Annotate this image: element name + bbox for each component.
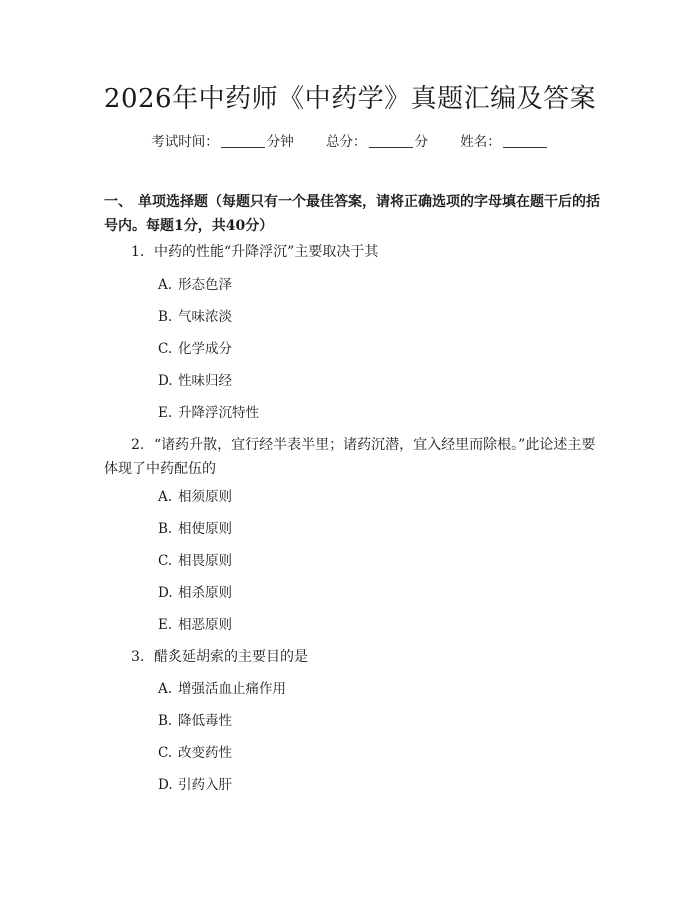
option-letter: C. <box>158 745 173 761</box>
option-letter: D. <box>158 777 173 793</box>
question-2-option-e[interactable] <box>158 615 232 635</box>
exam-time-unit: 分钟 <box>266 134 294 150</box>
question-2-option-a[interactable] <box>158 487 232 507</box>
exam-time-label: 考试时间： <box>151 134 219 150</box>
option-letter: E. <box>158 617 173 633</box>
option-letter: A. <box>158 489 173 505</box>
question-3-option-b[interactable] <box>158 711 232 731</box>
question-1-option-a[interactable] <box>158 275 232 295</box>
question-2-option-c[interactable] <box>158 551 232 571</box>
option-letter: D. <box>158 373 173 389</box>
option-letter: A. <box>158 277 173 293</box>
page-title: 2026年中药师《中药学》真题汇编及答案 <box>103 84 597 114</box>
total-score-unit: 分 <box>414 134 428 150</box>
option-text: 相畏原则 <box>178 553 232 569</box>
option-text: 改变药性 <box>178 745 232 761</box>
question-text: 中药的性能“升降浮沉”主要取决于其 <box>154 244 379 260</box>
option-text: 相使原则 <box>178 521 232 537</box>
option-letter: B. <box>158 521 173 537</box>
option-letter: C. <box>158 341 173 357</box>
total-score-field <box>326 132 428 152</box>
option-text: 升降浮沉特性 <box>178 405 259 421</box>
question-1-option-e[interactable] <box>158 403 259 423</box>
total-score-label: 总分： <box>326 134 367 150</box>
option-letter: D. <box>158 585 173 601</box>
option-text: 性味归经 <box>178 373 232 389</box>
question-2-stem <box>104 433 600 481</box>
section-instructions: 单项选择题（每题只有一个最佳答案，请将正确选项的字母填在题干后的括号内。每题1分，共40分） <box>104 194 600 234</box>
option-text: 相须原则 <box>178 489 232 505</box>
question-text: 醋炙延胡索的主要目的是 <box>154 649 308 665</box>
question-3-stem <box>104 645 600 669</box>
option-letter: B. <box>158 713 173 729</box>
question-3-option-c[interactable] <box>158 743 232 763</box>
option-text: 化学成分 <box>178 341 232 357</box>
option-text: 形态色泽 <box>178 277 232 293</box>
section-heading <box>104 190 600 238</box>
student-name-field <box>460 132 549 152</box>
option-text: 气味浓淡 <box>178 309 232 325</box>
question-2-option-d[interactable] <box>158 583 232 603</box>
option-text: 相恶原则 <box>178 617 232 633</box>
option-letter: B. <box>158 309 173 325</box>
question-number: 2. <box>131 437 145 453</box>
question-text: “诸药升散，宜行经半表半里；诸药沉潜，宜入经里而除根。”此论述主要体现了中药配伍的 <box>104 437 596 477</box>
exam-info-line <box>0 132 700 152</box>
option-letter: A. <box>158 681 173 697</box>
question-1-stem <box>104 240 600 264</box>
total-score-blank[interactable] <box>369 133 413 148</box>
question-1-option-d[interactable] <box>158 371 232 391</box>
option-text: 降低毒性 <box>178 713 232 729</box>
student-name-blank[interactable] <box>503 133 547 148</box>
question-3-option-d[interactable] <box>158 775 232 795</box>
option-letter: C. <box>158 553 173 569</box>
question-2-option-b[interactable] <box>158 519 232 539</box>
section-number: 一、 <box>104 194 132 210</box>
option-text: 引药入肝 <box>178 777 232 793</box>
exam-time-field <box>151 132 294 152</box>
question-1-option-c[interactable] <box>158 339 232 359</box>
exam-time-blank[interactable] <box>221 133 265 148</box>
option-text: 增强活血止痛作用 <box>178 681 286 697</box>
question-number: 3. <box>131 649 145 665</box>
student-name-label: 姓名： <box>460 134 501 150</box>
option-letter: E. <box>158 405 173 421</box>
option-text: 相杀原则 <box>178 585 232 601</box>
question-number: 1. <box>131 244 145 260</box>
question-1-option-b[interactable] <box>158 307 232 327</box>
question-3-option-a[interactable] <box>158 679 286 699</box>
